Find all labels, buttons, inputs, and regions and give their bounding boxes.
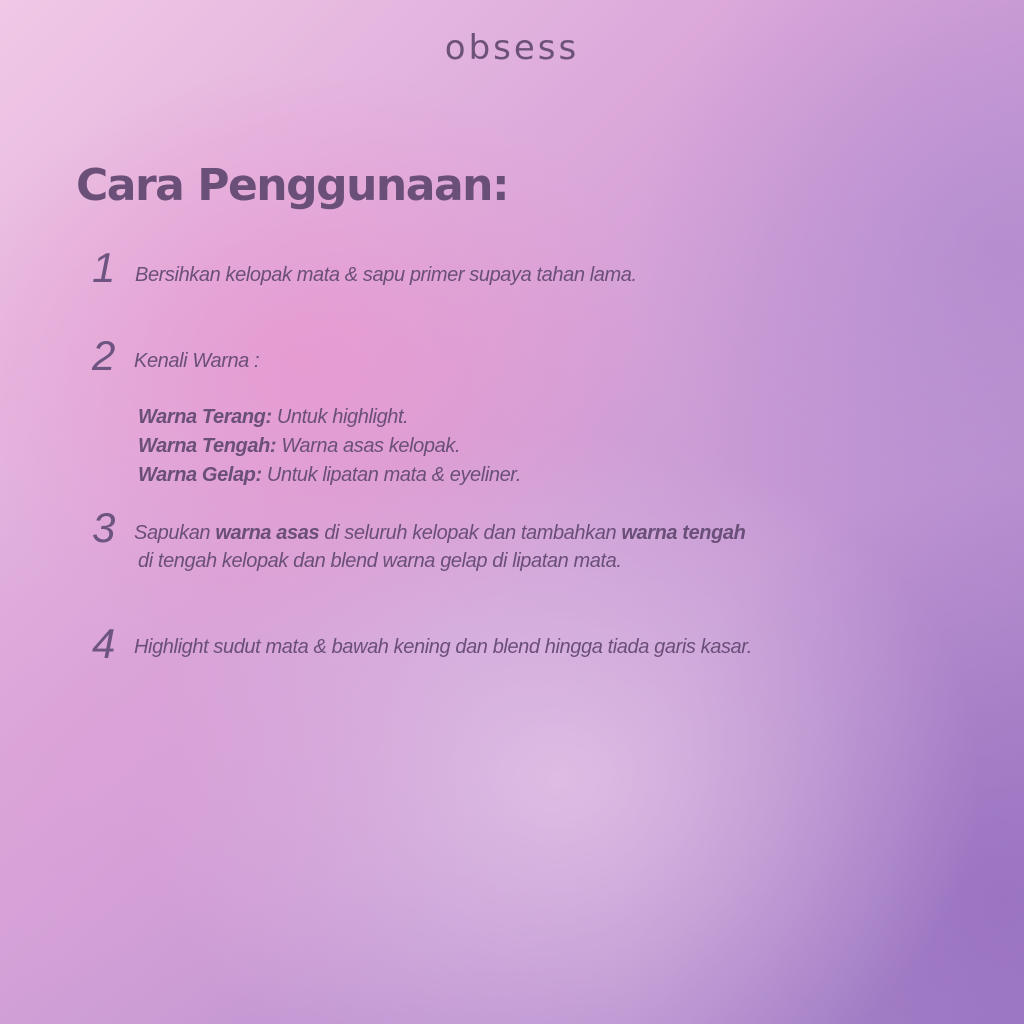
- color-item-desc: Untuk lipatan mata & eyeliner.: [261, 464, 521, 486]
- color-item-light: [138, 406, 408, 429]
- step-3-line-1: [134, 522, 745, 545]
- step-3-emphasis: warna asas: [215, 522, 320, 544]
- step-3-emphasis: warna tengah: [621, 522, 746, 544]
- color-item-label: Warna Gelap:: [138, 464, 262, 486]
- step-1-text: Bersihkan kelopak mata & sapu primer supaya tahan lama.: [135, 264, 637, 286]
- color-item-medium: [138, 435, 460, 458]
- step-3-part: di seluruh kelopak dan tambahkan: [319, 522, 622, 544]
- color-item-desc: Untuk highlight.: [271, 406, 409, 428]
- color-item-label: Warna Tengah:: [138, 435, 277, 457]
- step-2-text: Kenali Warna :: [134, 350, 260, 372]
- step-4-text: Highlight sudut mata & bawah kening dan blend hingga tiada garis kasar.: [134, 636, 752, 658]
- color-item-label: Warna Terang:: [138, 406, 272, 428]
- step-1-number: 1: [92, 244, 116, 291]
- step-3-number: 3: [92, 504, 116, 551]
- color-item-desc: Warna asas kelopak.: [276, 435, 461, 457]
- color-item-dark: [138, 464, 521, 487]
- step-3-part: Sapukan: [134, 522, 216, 544]
- page-title: Cara Penggunaan:: [76, 160, 509, 211]
- step-2-number: 2: [92, 332, 116, 379]
- step-3-line-2: di tengah kelopak dan blend warna gelap di lipatan mata.: [138, 550, 622, 572]
- brand-logo: obsess: [444, 28, 580, 68]
- step-4-number: 4: [92, 620, 116, 667]
